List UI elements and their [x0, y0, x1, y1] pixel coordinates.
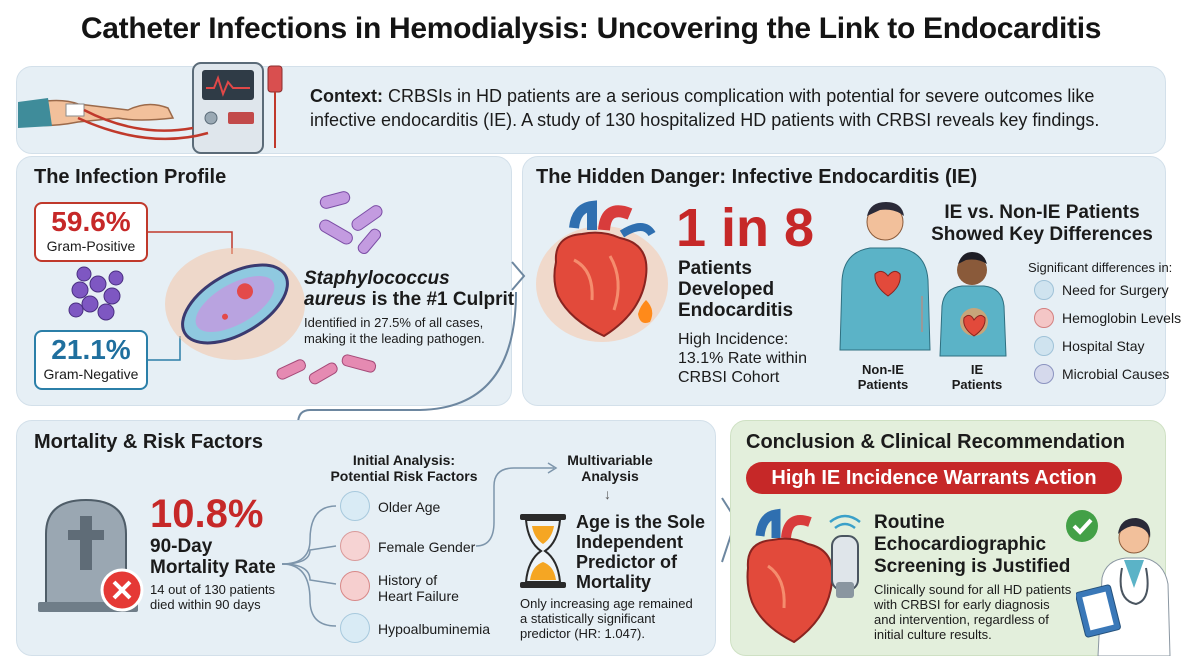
- initial-analysis-heading: [320, 452, 488, 484]
- diff-hemoglobin: Hemoglobin Levels: [1062, 310, 1182, 326]
- multi-line2: Analysis: [581, 468, 639, 484]
- risk-heart-failure: [378, 572, 459, 604]
- note-line2: a statistically significant: [520, 611, 656, 626]
- diff-surgery: Need for Surgery: [1062, 282, 1169, 298]
- doctor-illustration: [1076, 508, 1174, 656]
- water-drop-icon: [340, 613, 370, 643]
- diff-microbial: Microbial Causes: [1062, 366, 1170, 382]
- risk-female-gender: Female Gender: [378, 539, 476, 555]
- infection-profile-title: The Infection Profile: [34, 166, 227, 188]
- page-title: Catheter Infections in Hemodialysis: Uncovering the Link to Endocarditis: [80, 12, 1102, 45]
- ie-vs-line2: Showed Key Differences: [931, 224, 1153, 245]
- mortality-title: Mortality & Risk Factors: [34, 431, 263, 453]
- non-ie-line1: Non-IE: [862, 362, 904, 377]
- heart-ultrasound-illustration: [740, 506, 870, 652]
- hidden-danger-title: The Hidden Danger: Infective Endocarditis (IE): [536, 166, 978, 188]
- developed-line1: Patients: [678, 258, 752, 279]
- sig-diff-label: Significant differences in:: [1028, 260, 1173, 275]
- culprit-line2b: is the #1 Culprit: [366, 289, 515, 310]
- risk-older-age: Older Age: [378, 499, 441, 515]
- multi-line1: Multivariable: [567, 452, 653, 468]
- diff-hospital-stay: Hospital Stay: [1062, 338, 1145, 354]
- non-ie-line2: Patients: [857, 377, 909, 392]
- developed-line3: Endocarditis: [678, 300, 794, 321]
- heart-pulse-icon: [340, 571, 370, 601]
- culprit-line2a: aureus: [304, 289, 367, 310]
- note-line1: Only increasing age remained: [520, 596, 693, 611]
- ie-vs-line1: IE vs. Non-IE Patients: [944, 202, 1140, 223]
- gram-negative-pct: 21.1%: [51, 334, 131, 365]
- risk-hf-line1: History of: [378, 572, 438, 588]
- developed-line2: Developed: [678, 279, 775, 300]
- conclusion-banner: High IE Incidence Warrants Action: [746, 462, 1122, 494]
- mortality-rate: 10.8%: [150, 492, 264, 536]
- initial-line1: Initial Analysis:: [352, 452, 456, 468]
- one-in-eight: 1 in 8: [676, 198, 815, 258]
- context-line1: CRBSIs in HD patients are a serious complication with potential for severe outcomes like: [388, 86, 1095, 106]
- incidence-line2: 13.1% Rate within: [678, 350, 807, 367]
- down-arrow-icon: ↓: [604, 486, 611, 502]
- rec-line2: Echocardiographic: [874, 534, 1047, 555]
- rec-desc-line4: initial culture results.: [874, 627, 992, 642]
- mortality-label-line2: Mortality Rate: [150, 557, 276, 578]
- initial-line2: Potential Risk Factors: [330, 468, 478, 484]
- female-symbol-icon: [340, 531, 370, 561]
- gram-negative-label: Gram-Negative: [43, 366, 139, 382]
- culprit-line1: Staphylococcus: [304, 268, 450, 289]
- sole-line3: Predictor of: [576, 552, 678, 572]
- rec-desc-line2: with CRBSI for early diagnosis: [874, 597, 1050, 612]
- ie-line1: IE: [970, 362, 984, 377]
- context-label: Context:: [310, 86, 383, 106]
- sole-predictor-heading: [576, 512, 705, 592]
- risk-hypoalbuminemia: Hypoalbuminemia: [378, 621, 491, 637]
- rec-desc-line3: and intervention, regardless of: [874, 612, 1049, 627]
- gram-positive-pct: 59.6%: [51, 206, 131, 237]
- mortality-desc-line2: died within 90 days: [150, 597, 261, 612]
- recommendation-heading: [874, 512, 1070, 578]
- sole-predictor-note: [520, 596, 693, 641]
- sole-line2: Independent: [576, 532, 683, 552]
- multivariable-heading: [548, 452, 672, 484]
- mortality-desc: [150, 582, 275, 612]
- incidence-line1: High Incidence:: [678, 331, 789, 348]
- risk-hf-line2: Heart Failure: [378, 588, 459, 604]
- hourglass-icon: [518, 512, 568, 590]
- rec-line3: Screening is Justified: [874, 556, 1071, 577]
- ie-line2: Patients: [951, 377, 1003, 392]
- sole-line1: Age is the Sole: [576, 512, 706, 532]
- note-line3: predictor (HR: 1.047).: [520, 626, 645, 641]
- mortality-label-line1: 90-Day: [150, 536, 213, 557]
- risk-branch-lines: [280, 500, 340, 630]
- mortality-rate-label: [150, 536, 276, 578]
- incidence-line3: CRBSI Cohort: [678, 369, 780, 386]
- gram-positive-label: Gram-Positive: [46, 238, 136, 254]
- context-line2: infective endocarditis (IE). A study of 130 hospitalized HD patients with CRBSI reveals key findings.: [310, 110, 1100, 130]
- culprit-desc-line1: Identified in 27.5% of all cases,: [304, 315, 484, 330]
- conclusion-title: Conclusion & Clinical Recommendation: [746, 431, 1125, 453]
- recommendation-desc: [874, 582, 1071, 642]
- mortality-desc-line1: 14 out of 130 patients: [150, 582, 276, 597]
- tombstone-icon: [36, 494, 148, 614]
- rec-desc-line1: Clinically sound for all HD patients: [874, 582, 1072, 597]
- bar-chart-icon: [340, 491, 370, 521]
- sole-line4: Mortality: [576, 572, 652, 592]
- culprit-desc-line2: making it the leading pathogen.: [304, 331, 485, 346]
- rec-line1: Routine: [874, 512, 945, 533]
